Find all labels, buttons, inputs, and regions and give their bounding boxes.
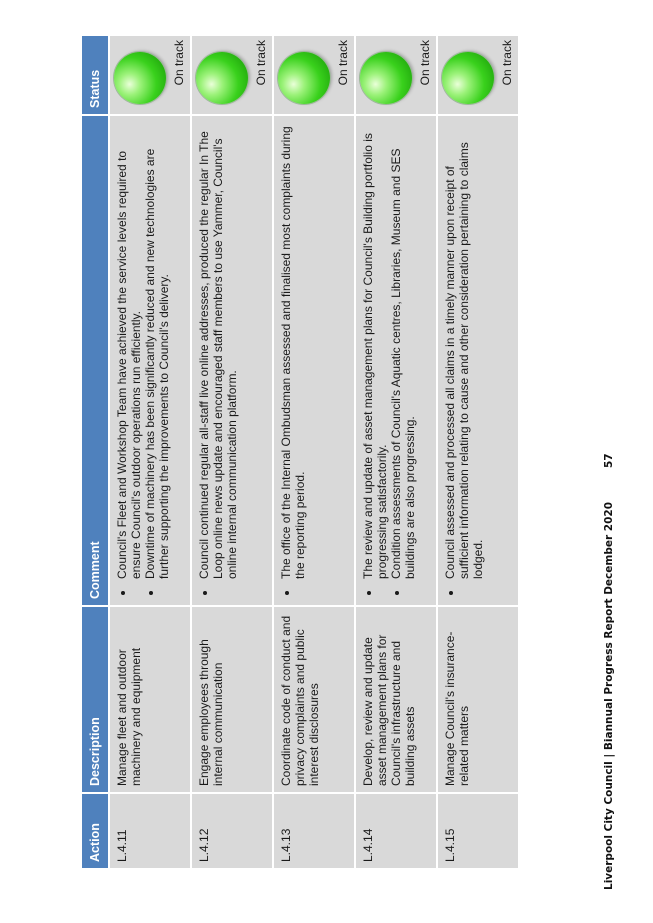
status-cell	[438, 36, 518, 114]
comment-bullet: • The office of the Internal Ombudsman assessed and finalised most complaints during the reporting period.	[279, 122, 307, 581]
status-light-icon	[278, 52, 330, 104]
comment-list	[361, 122, 417, 599]
table-header-row	[82, 36, 108, 868]
table-row	[110, 36, 190, 868]
action-description: Manage fleet and outdoor machinery and equipment	[110, 607, 190, 792]
comment-list	[197, 122, 239, 599]
table-row	[356, 36, 436, 868]
header-description: Description	[82, 607, 108, 792]
rotated-page-content	[80, 36, 624, 870]
header-action: Action	[82, 794, 108, 868]
action-code: L.4.15	[438, 794, 518, 868]
status-light-icon	[442, 52, 494, 104]
status-cell	[110, 36, 190, 114]
comment-bullet: • Council continued regular all-staff live online addresses, produced the regular In The Loop online news update and encouraged staff members to use Yammer, Council's online internal communication platform.	[197, 122, 239, 581]
comment-bullet: • Condition assessments of Council's Aquatic centres, Libraries, Museum and SES buildings are also progressing.	[389, 122, 417, 581]
table-row	[192, 36, 272, 868]
status-light-icon	[114, 52, 166, 104]
table-row	[438, 36, 518, 868]
status-label: On track	[172, 40, 186, 86]
comment-list	[443, 122, 485, 599]
comment-cell	[274, 116, 354, 605]
page-number: 57	[603, 453, 615, 468]
status-cell	[356, 36, 436, 114]
footer-text: Liverpool City Council | Biannual Progress Report December 2020	[603, 501, 615, 890]
progress-table	[80, 34, 520, 870]
comment-bullet: • The review and update of asset management plans for Council's Building portfolio is progressing satisfactorily.	[361, 122, 389, 581]
status-label: On track	[418, 40, 432, 86]
status-cell	[192, 36, 272, 114]
action-code: L.4.14	[356, 794, 436, 868]
status-label: On track	[500, 40, 514, 86]
table-body	[110, 36, 518, 868]
comment-list	[115, 122, 171, 599]
table-row	[274, 36, 354, 868]
header-status: Status	[82, 36, 108, 114]
comment-bullet: • Council's Fleet and Workshop Team have achieved the service levels required to ensure Council's outdoor operations run efficiently.	[115, 122, 143, 581]
action-code: L.4.12	[192, 794, 272, 868]
action-description: Engage employees through internal communication	[192, 607, 272, 792]
header-comment: Comment	[82, 116, 108, 605]
comment-cell	[110, 116, 190, 605]
comment-list	[279, 122, 307, 599]
action-code: L.4.11	[110, 794, 190, 868]
action-code: L.4.13	[274, 794, 354, 868]
comment-cell	[192, 116, 272, 605]
comment-cell	[438, 116, 518, 605]
comment-bullet: • Council assessed and processed all claims in a timely manner upon receipt of sufficient information relating to cause and other consideration pertaining to claims lodged.	[443, 122, 485, 581]
action-description: Manage Council's insurance-related matters	[438, 607, 518, 792]
action-description: Develop, review and update asset management plans for Council's infrastructure and building assets	[356, 607, 436, 792]
comment-cell	[356, 116, 436, 605]
action-description: Coordinate code of conduct and privacy complaints and public interest disclosures	[274, 607, 354, 792]
status-light-icon	[360, 52, 412, 104]
status-label: On track	[336, 40, 350, 86]
status-light-icon	[196, 52, 248, 104]
status-label: On track	[254, 40, 268, 86]
comment-bullet: • Downtime of machinery has been significantly reduced and new technologies are further supporting the improvements to Council's delivery.	[143, 122, 171, 581]
status-cell	[274, 36, 354, 114]
